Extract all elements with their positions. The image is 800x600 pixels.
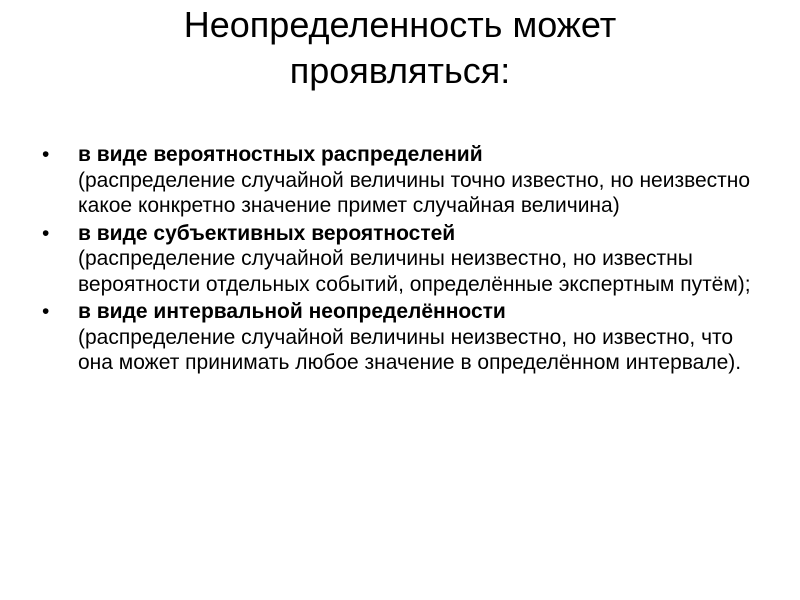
bullet-item-subjective-probabilities (40, 221, 770, 298)
bullet-description: (распределение случайной величины неизвестно, но известны вероятности отдельных событий, определённые экспертным путём); (78, 247, 751, 296)
bullet-item-interval-uncertainty (40, 299, 770, 376)
bullet-heading: в виде интервальной неопределённости (78, 300, 506, 323)
slide-title (0, 2, 800, 94)
slide-title-line-1: Неопределенность может (183, 4, 617, 45)
bullet-marker-icon: • (42, 143, 50, 166)
bullet-list (40, 142, 770, 376)
bullet-marker-icon: • (42, 300, 50, 323)
bullet-heading: в виде субъективных вероятностей (78, 221, 456, 245)
bullet-item-probability-distributions (40, 142, 770, 219)
bullet-heading: в виде вероятностных распределений (78, 143, 483, 166)
slide-title-line-2: проявляться: (289, 50, 511, 91)
bullet-description: (распределение случайной величины неизвестно, но известно, что она может принимать любое значение в определённом интервале). (78, 325, 742, 374)
bullet-marker-icon: • (42, 221, 50, 245)
bullet-description: (распределение случайной величины точно известно, но неизвестно какое конкретно значение примет случайная величина) (78, 168, 751, 217)
